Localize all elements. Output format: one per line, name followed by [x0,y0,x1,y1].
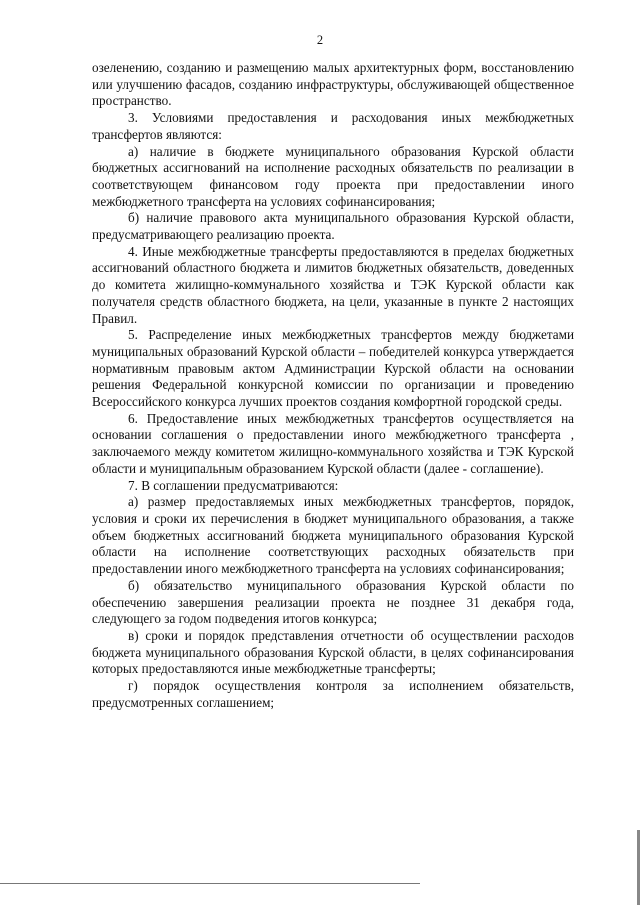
paragraph-item-7c: в) сроки и порядок представления отчетности об осуществлении расходов бюджета муниципального образования Курской области, в целях софинансирования которых предоставляются иные межбюджетные трансферты; [92,627,574,677]
paragraph-item-7b: б) обязательство муниципального образования Курской области по обеспечению завершения реализации проекта не позднее 31 декабря года, следующего за годом подведения итогов конкурса; [92,577,574,627]
paragraph-item-3b: б) наличие правового акта муниципального образования Курской области, предусматривающего реализацию проекта. [92,210,574,243]
paragraph-item-5: 5. Распределение иных межбюджетных трансфертов между бюджетами муниципальных образований Курской области – победителей конкурса утверждается нормативным правовым актом Администрации Курской области на основании решения Федеральной конкурсной комиссии по организации и проведению Всероссийского конкурса лучших проектов создания комфортной городской среды. [92,327,574,410]
paragraph-item-3: 3. Условиями предоставления и расходования иных межбюджетных трансфертов являются: [92,110,574,142]
paragraph-item-7: 7. В соглашении предусматриваются: [128,477,339,493]
paragraph-item-3a: а) наличие в бюджете муниципального образования Курской области бюджетных ассигнований на исполнение расходных обязательств по реализации в соответствующем финансовом году проекта при предоставлении иного межбюджетного трансферта на условиях софинансирования; [92,143,574,209]
paragraph-continuation: озеленению, созданию и размещению малых архитектурных форм, восстановлению или улучшению фасадов, созданию инфраструктуры, обслуживающей общественное пространство. [92,60,574,109]
scan-bottom-line [0,883,420,884]
document-body [92,60,574,711]
paragraph-item-7d: г) порядок осуществления контроля за исполнением обязательств, предусмотренных соглашением; [92,678,574,710]
paragraph-item-7a: а) размер предоставляемых иных межбюджетных трансфертов, порядок, условия и сроки их перечисления в бюджет муниципального образования, а также объем бюджетных ассигнований бюджета муниципального образования Курской области на исполнение соответствующих расходных обязательств при предоставлении иного межбюджетного трансферта на условиях софинансирования; [92,494,574,577]
paragraph-item-6: 6. Предоставление иных межбюджетных трансфертов осуществляется на основании соглашения о предоставлении иного межбюджетного трансферта , заключаемого между комитетом жилищно-коммунального хозяйства и ТЭК Курской области и муниципальным образованием Курской области (далее - соглашение). [92,410,574,476]
paragraph-item-4: 4. Иные межбюджетные трансферты предоставляются в пределах бюджетных ассигнований областного бюджета и лимитов бюджетных обязательств, доведенных до комитета жилищно-коммунального хозяйства и ТЭК Курской области как получателя средств областного бюджета, на цели, указанные в пункте 2 настоящих Правил. [92,243,574,326]
page-number: 2 [316,33,324,47]
